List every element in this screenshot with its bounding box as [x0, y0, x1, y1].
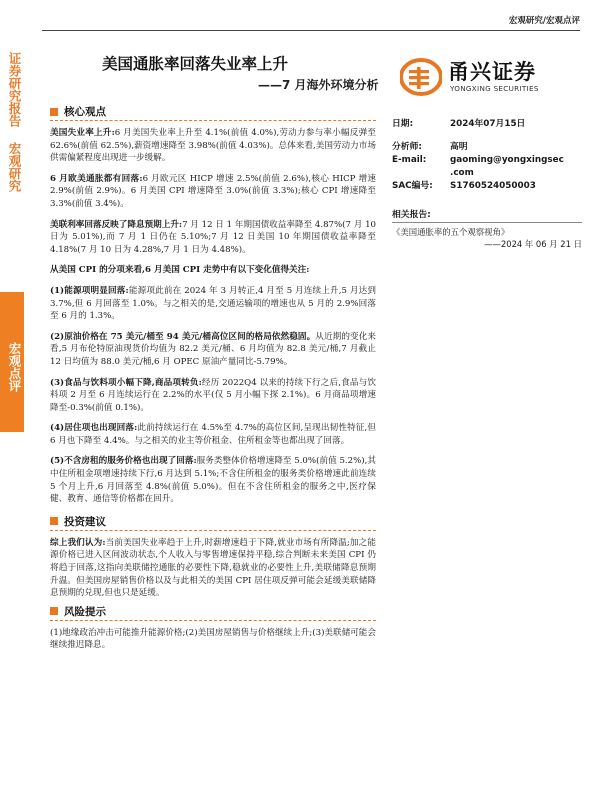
paragraph-inflation: 6 月欧美通胀都有回落:6 月欧元区 HICP 增速 2.5%(前值 2.6%),核心 HICP 增速 2.9%(前值 2.9%)。6 月美国 CPI 增速降至 3.0%(前值 3.3%);核心 CPI 增速降至 3.3%(前值 3.4%)。	[50, 173, 376, 209]
paragraph-services: (5)不含房租的服务价格也出现了回落:服务类整体价格增速降至 5.0%(前值 5.2%),其中住所租金项增速持续下行,6 月达到 5.1%;不含住所租金的服务类价格增速此前连续 5 个月上升,6 月回落至 4.8%(前值 5.0%)。但在不含住所租金的服务之中,医疗保健、教育、通信等价格都在回升。	[50, 456, 376, 505]
brand-logo	[400, 52, 580, 102]
paragraph-food: (3)食品与饮料项小幅下降,商品项转负:经历 2022Q4 以来的持续下行之后,食品与饮料项 2 月至 6 月连续运行在 2.2%的水平(仅 5 月小幅下探 2.1%)。6 月商品项增速降至-0.3%(前值 0.1%)。	[50, 377, 376, 413]
section-core-heading: 核心观点	[50, 104, 376, 119]
info-date: 日期: 2024年07月15日	[392, 119, 526, 129]
paragraph-housing: (4)居住项也出现回落:此前持续运行在 4.5%至 4.7%的高位区间,呈现出韧性特征,但 6 月也下降至 4.4%。与之相关的业主等价租金、住所租金等也都出现了回落。	[50, 423, 376, 446]
brand-name-cn: 甬兴证券	[448, 60, 536, 84]
related-heading: 相关报告:	[392, 210, 431, 220]
related-rule	[392, 222, 582, 223]
section-advice-heading: 投资建议	[50, 514, 376, 529]
section-risk-heading: 风险提示	[50, 604, 376, 619]
section-square-icon	[50, 108, 58, 116]
sidebar-report-type: 证券研究报告 宏观研究	[7, 52, 22, 192]
info-column	[392, 118, 582, 250]
section-rule	[50, 530, 376, 531]
section-rule	[50, 120, 376, 121]
paragraph-unemployment: 美国失业率上升:6 月美国失业率上升至 4.1%(前值 4.0%),劳动力参与率小幅反弹至 62.6%(前值 62.5%),薪资增速降至 3.98%(前值 4.03%)。总体来看,美国劳动力市场供需偏紧程度出现进一步缓解。	[50, 128, 376, 164]
page-title: 美国通胀率回落失业率上升	[102, 55, 289, 73]
info-analyst: 分析师: 高明	[392, 142, 468, 152]
brand-name-en: YONGXING SECURITIES	[450, 84, 539, 93]
section-rule	[50, 620, 376, 621]
related-report-link[interactable]: 《美国通胀率的五个观察视角》	[392, 227, 510, 237]
main-column	[50, 104, 376, 652]
info-email[interactable]: E-mail: gaoming@yongxingsec	[392, 155, 564, 165]
paragraph-energy: (1)能源项明显回落:能源项此前在 2024 年 3 月转正,4 月至 5 月连续上升,5 月达到 3.7%,但 6 月回落至 1.0%。与之相关的是,交通运输项的增速也从 5 月的 2.9%回落至 6 月的 1.3%。	[50, 285, 376, 322]
sidebar	[0, 0, 24, 800]
info-sac: SAC编号: S1760524050003	[392, 181, 536, 191]
brand-mark-icon	[400, 58, 442, 96]
paragraph-oil: (2)原油价格在 75 美元/桶至 94 美元/桶高位区间的格局依然稳固。从近期的变化来看,5 月布伦特原油现货价均值为 82.2 美元/桶、6 月均值为 82.8 美元/桶,7 月截止 12 日均值为 88.0 美元/桶,6 月 OPEC 原油产量同比-5.79%。	[50, 331, 376, 367]
paragraph-rates: 美联利率回落反映了降息预期上升:7 月 12 日 1 年期国债收益率降至 4.87%(7 月 10 日为 5.01%),而 7 月 1 日仍在 5.10%;7 月 12 日美国 10 年期国债收益率降至 4.18%(7 月 10 日为 4.28%,7 月 1 日为 4.48%)。	[50, 219, 376, 255]
paragraph-risk: (1)地缘政治冲击可能推升能源价格;(2)美国房屋销售与价格继续上升;(3)美联储可能会继续推迟降息。	[50, 627, 376, 651]
paragraph-cpi-intro: 从美国 CPI 的分项来看,6 月美国 CPI 走势中有以下变化值得关注:	[50, 265, 310, 276]
report-category: 宏观研究/宏观点评	[508, 16, 580, 26]
info-email-cont: .com	[450, 168, 474, 178]
paragraph-conclusion: 综上我们认为:当前美国失业率趋于上升,时薪增速趋于下降,就业市场有所降温;加之能源价格已进入区间波动状态,个人收入与零售增速保持平稳,综合判断未来美国 CPI 仍将趋于回落,这指向美联储控通胀的必要性下降,稳就业的必要性上升,美联储降息预期升温。但美国房屋销售价格以及与此相关的美国 CPI 居住项反弹可能会延缓美联储降息预期的兑现,但也只是延缓。	[50, 537, 376, 599]
section-square-icon	[50, 517, 58, 525]
sidebar-band-text: 宏观点评	[7, 342, 22, 392]
sidebar-band	[0, 292, 24, 432]
section-square-icon	[50, 607, 58, 615]
related-report-date: ——2024 年 06 月 21 日	[484, 239, 582, 249]
header-rule	[42, 30, 580, 31]
page-subtitle: ——7 月海外环境分析	[258, 78, 379, 92]
